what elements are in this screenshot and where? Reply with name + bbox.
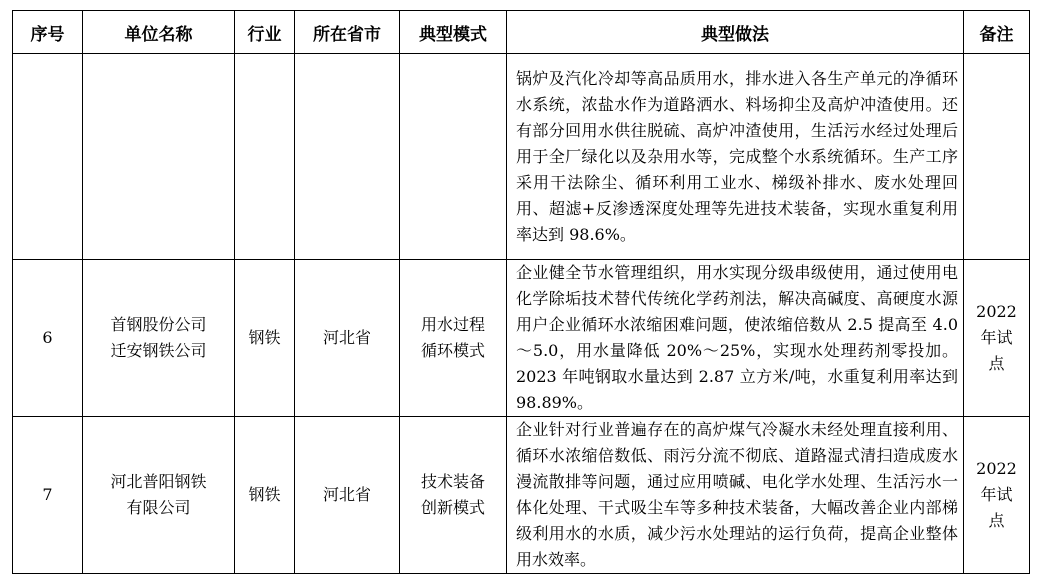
cell-seq: 6 bbox=[13, 260, 83, 417]
cell-practice bbox=[507, 260, 964, 417]
table-row bbox=[13, 260, 1030, 417]
header-practice: 典型做法 bbox=[507, 11, 964, 54]
unit-name-line: 河北普阳钢铁 bbox=[110, 472, 207, 491]
header-industry: 行业 bbox=[235, 11, 295, 54]
mode-line: 创新模式 bbox=[420, 498, 485, 517]
header-remark: 备注 bbox=[964, 11, 1030, 54]
remark-line: 点 bbox=[988, 354, 1005, 373]
table-row bbox=[13, 54, 1030, 260]
cell-practice bbox=[507, 417, 964, 574]
cell-province: 河北省 bbox=[295, 260, 400, 417]
cell-mode bbox=[400, 54, 507, 260]
unit-name-line: 迁安钢铁公司 bbox=[110, 341, 207, 360]
mode-line: 用水过程 bbox=[420, 315, 485, 334]
remark-line: 年试 bbox=[980, 328, 1013, 347]
header-unit: 单位名称 bbox=[83, 11, 235, 54]
remark-line: 2022 bbox=[976, 302, 1017, 321]
remark-line: 点 bbox=[988, 511, 1005, 530]
mode-line: 循环模式 bbox=[420, 341, 485, 360]
mode-line: 技术装备 bbox=[420, 472, 485, 491]
cell-remark bbox=[964, 417, 1030, 574]
cell-practice bbox=[507, 54, 964, 260]
cell-industry: 钢铁 bbox=[235, 417, 295, 574]
cell-seq bbox=[13, 54, 83, 260]
practice-text: 锅炉及汽化冷却等高品质用水，排水进入各生产单元的净循环水系统，浓盐水作为道路洒水、料场抑尘及高炉冲渣使用。还有部分回用水供往脱硫、高炉冲渣使用，生活污水经过处理后用于全厂绿化以及杂用水等，完成整个水系统循环。生产工序采用干法除尘、循环利用工业水、梯级补排水、废水处理回用、超滤+反渗透深度处理等先进技术装备，实现水重复利用率达到 98.6%。 bbox=[516, 68, 958, 244]
practice-table bbox=[12, 10, 1030, 574]
cell-mode bbox=[400, 417, 507, 574]
cell-mode bbox=[400, 260, 507, 417]
table-row bbox=[13, 417, 1030, 574]
remark-line: 年试 bbox=[980, 485, 1013, 504]
practice-text: 企业针对行业普遍存在的高炉煤气冷凝水未经处理直接利用、循环水浓缩倍数低、雨污分流不彻底、道路湿式清扫造成废水漫流散排等问题，通过应用喷碱、电化学水处理、生活污水一体化处理、干式吸尘车等多种技术装备，大幅改善企业内部梯级利用水的水质，减少污水处理站的运行负荷，提高企业整体用水效率。 bbox=[516, 420, 958, 569]
cell-unit bbox=[83, 260, 235, 417]
header-row bbox=[13, 11, 1030, 54]
header-province: 所在省市 bbox=[295, 11, 400, 54]
cell-industry: 钢铁 bbox=[235, 260, 295, 417]
cell-unit bbox=[83, 417, 235, 574]
cell-unit bbox=[83, 54, 235, 260]
cell-remark bbox=[964, 54, 1030, 260]
header-seq: 序号 bbox=[13, 11, 83, 54]
header-mode: 典型模式 bbox=[400, 11, 507, 54]
cell-industry bbox=[235, 54, 295, 260]
cell-remark bbox=[964, 260, 1030, 417]
cell-province: 河北省 bbox=[295, 417, 400, 574]
cell-province bbox=[295, 54, 400, 260]
unit-name-line: 首钢股份公司 bbox=[110, 315, 207, 334]
unit-name-line: 有限公司 bbox=[126, 498, 191, 517]
remark-line: 2022 bbox=[976, 459, 1017, 478]
practice-text: 企业健全节水管理组织，用水实现分级串级使用，通过使用电化学除垢技术替代传统化学药剂法，解决高碱度、高硬度水源用户企业循环水浓缩困难问题，使浓缩倍数从 2.5 提高至 4.0～5.0，用水量降低 20%～25%，实现水处理药剂零投加。2023 年吨钢取水量达到 2.87 立方米/吨，水重复利用率达到 98.89%。 bbox=[516, 263, 958, 412]
cell-seq: 7 bbox=[13, 417, 83, 574]
